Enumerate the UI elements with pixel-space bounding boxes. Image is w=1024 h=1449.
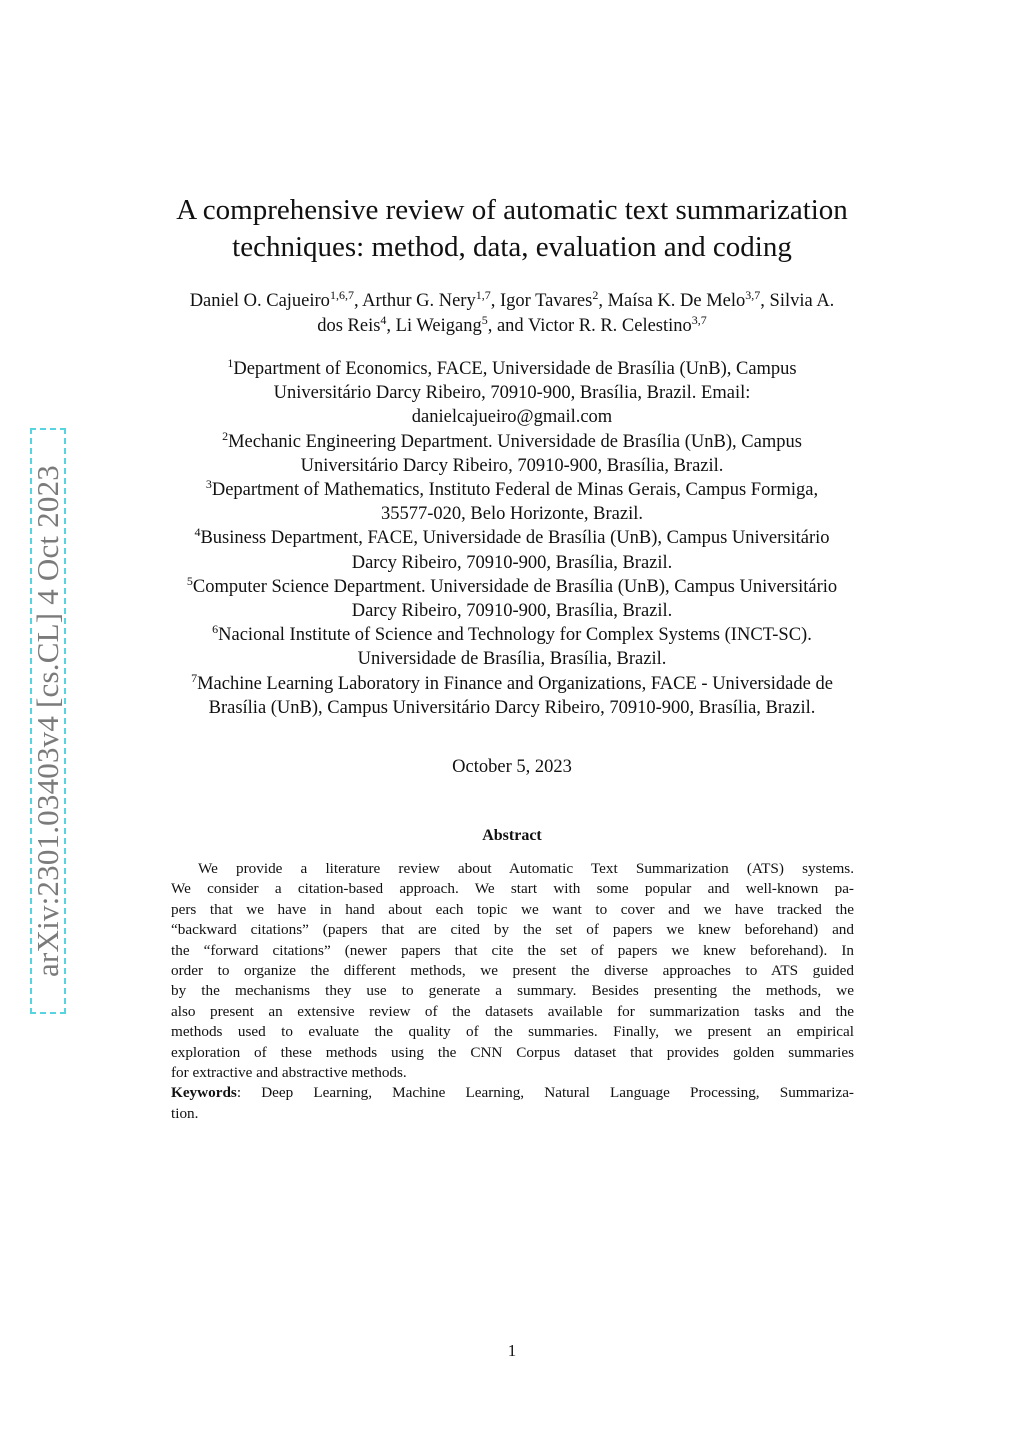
affiliation-text: Department of Economics, FACE, Universidade de Brasília (UnB), Campus <box>233 359 797 379</box>
author-name: Daniel O. Cajueiro <box>189 291 330 311</box>
keywords-line <box>171 1083 854 1103</box>
author-name: , Igor Tavares <box>490 291 593 311</box>
affiliation-email: danielcajueiro@gmail.com <box>411 407 613 428</box>
abstract-line: for extractive and abstractive methods. <box>171 1064 407 1082</box>
author-sup: 3,7 <box>745 287 761 302</box>
affiliation-number: 7 <box>191 670 198 685</box>
author-name: dos Reis <box>317 316 381 336</box>
affiliation-text: Business Department, FACE, Universidade de Brasília (UnB), Campus Universitário <box>200 528 830 549</box>
affiliation-line <box>110 575 914 599</box>
affiliation-text: Mechanic Engineering Department. Universidade de Brasília (UnB), Campus <box>228 431 802 452</box>
abstract-line: order to organize the different methods, we present the diverse approaches to ATS guided <box>171 962 854 980</box>
author-sup: 4 <box>380 312 387 327</box>
arxiv-identifier: arXiv:2301.03403v4 [cs.CL] 4 Oct 2023 <box>30 465 65 977</box>
title-line-2: techniques: method, data, evaluation and coding <box>232 231 792 263</box>
affiliation-number: 6 <box>212 622 219 637</box>
affiliation-line <box>110 672 914 696</box>
affiliation-text: Department of Mathematics, Instituto Federal de Minas Gerais, Campus Formiga, <box>211 480 819 501</box>
abstract-line: pers that we have in hand about each topic we want to cover and we have tracked the <box>171 900 854 918</box>
keywords-line-2: tion. <box>171 1104 199 1122</box>
author-name: , Li Weigang <box>386 316 482 336</box>
affiliation-line: Darcy Ribeiro, 70910-900, Brasília, Brazil. <box>351 552 673 573</box>
abstract-line: exploration of these methods using the CNN Corpus dataset that provides golden summaries <box>171 1043 854 1061</box>
affiliation-line: Darcy Ribeiro, 70910-900, Brasília, Brazil. <box>351 601 673 622</box>
author-line-1 <box>110 289 914 314</box>
affiliation-text: Computer Science Department. Universidade de Brasília (UnB), Campus Universitário <box>192 576 838 597</box>
abstract-line: “backward citations” (papers that are cited by the set of papers we knew beforehand) and <box>171 921 854 939</box>
affiliation-6 <box>110 623 914 671</box>
affiliation-4 <box>110 526 914 574</box>
title-line-1: A comprehensive review of automatic text summarization <box>176 194 848 226</box>
page-number: 1 <box>507 1341 517 1360</box>
abstract-line: methods used to evaluate the quality of the summaries. Finally, we present an empirical <box>171 1023 854 1041</box>
abstract-line: We consider a citation-based approach. We start with some popular and well-known pa- <box>171 880 854 898</box>
affiliation-line <box>110 478 914 502</box>
affiliation-line: 35577-020, Belo Horizonte, Brazil. <box>380 504 644 525</box>
author-sup: 5 <box>481 312 488 327</box>
author-name: , and Victor R. R. Celestino <box>487 316 692 336</box>
affiliation-1 <box>110 357 914 430</box>
abstract-line: also present an extensive review of the datasets available for summarization tasks and the <box>171 1002 854 1020</box>
affiliation-line <box>110 430 914 454</box>
keywords-label: Keywords <box>171 1084 237 1102</box>
author-sup: 3,7 <box>691 312 707 327</box>
affiliation-5 <box>110 575 914 623</box>
author-list <box>110 289 914 339</box>
affiliation-number: 2 <box>222 428 229 443</box>
affiliation-line: Brasília (UnB), Campus Universitário Darcy Ribeiro, 70910-900, Brasília, Brazil. <box>208 697 816 718</box>
author-line-2 <box>110 314 914 339</box>
affiliation-number: 4 <box>194 525 201 540</box>
author-name: , Silvia A. <box>760 291 835 311</box>
abstract-line: We provide a literature review about Automatic Text Summarization (ATS) systems. <box>198 860 854 877</box>
affiliation-line: Universidade de Brasília, Brasília, Brazil. <box>357 649 667 670</box>
keywords-text: : Deep Learning, Machine Learning, Natural Language Processing, Summariza- <box>236 1084 854 1102</box>
affiliation-number: 5 <box>186 573 193 588</box>
arxiv-stamp <box>30 428 66 1014</box>
paper-title <box>120 192 904 266</box>
author-name: , Maísa K. De Melo <box>598 291 746 311</box>
author-sup: 1,7 <box>475 287 491 302</box>
publication-date: October 5, 2023 <box>452 757 572 777</box>
author-sup: 1,6,7 <box>329 287 354 302</box>
abstract-heading: Abstract <box>482 827 542 844</box>
affiliation-text: Machine Learning Laboratory in Finance and Organizations, FACE - Universidade de <box>197 673 833 694</box>
affiliation-line <box>110 623 914 647</box>
affiliation-line: Universitário Darcy Ribeiro, 70910-900, Brasília, Brazil. <box>300 455 724 476</box>
affiliation-line <box>110 526 914 550</box>
abstract-line: by the mechanisms they use to generate a summary. Besides presenting the methods, we <box>171 982 854 1000</box>
abstract-body <box>171 859 854 1124</box>
affiliation-text: Nacional Institute of Science and Technology for Complex Systems (INCT-SC). <box>218 625 812 646</box>
affiliation-line: Universitário Darcy Ribeiro, 70910-900, Brasília, Brazil. Email: <box>273 383 751 404</box>
abstract-line: the “forward citations” (newer papers that cite the set of papers we knew beforehand). In <box>171 941 854 959</box>
affiliation-number: 3 <box>205 476 212 491</box>
author-name: , Arthur G. Nery <box>353 291 476 311</box>
affiliation-3 <box>110 478 914 526</box>
affiliation-line <box>110 357 914 381</box>
author-sup: 2 <box>592 287 599 302</box>
affiliation-number: 1 <box>227 355 234 370</box>
affiliation-list <box>110 357 914 720</box>
affiliation-2 <box>110 430 914 478</box>
affiliation-7 <box>110 672 914 720</box>
